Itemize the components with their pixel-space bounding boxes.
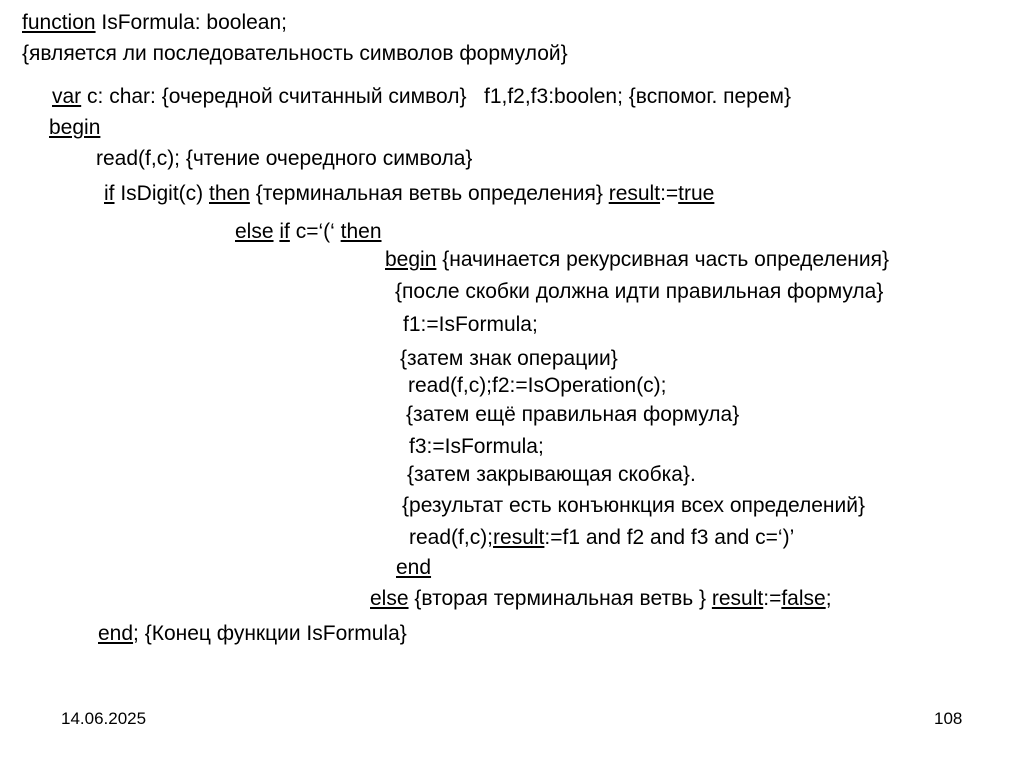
code-text: IsFormula: boolean; — [95, 11, 287, 34]
code-text: {является ли последовательность символов формулой} — [22, 42, 568, 65]
code-text: {результат есть конъюнкция всех определений} — [402, 494, 866, 517]
code-line — [22, 11, 287, 35]
code-line — [370, 587, 832, 611]
code-line — [22, 42, 568, 66]
code-line — [400, 347, 618, 371]
slide-number: 108 — [934, 709, 963, 728]
code-line — [104, 182, 714, 206]
keyword: false — [781, 587, 826, 610]
code-text: {затем знак операции} — [400, 347, 618, 370]
code-text: :=f1 and f2 and f3 and c=‘)’ — [544, 526, 795, 549]
code-text: c: char: {очередной считанный символ} f1,f2,f3:boolen; {вспомог. перем} — [81, 85, 791, 108]
code-text: {начинается рекурсивная часть определения} — [436, 248, 890, 271]
code-line — [98, 622, 407, 646]
code-text: ; — [825, 587, 832, 610]
keyword: if — [279, 220, 290, 243]
code-line — [409, 526, 794, 550]
keyword: function — [22, 11, 96, 34]
code-line — [409, 435, 544, 459]
keyword: result — [493, 526, 545, 549]
keyword: begin — [385, 248, 437, 271]
code-line — [408, 374, 667, 398]
code-text: := — [763, 587, 782, 610]
code-line — [52, 85, 791, 109]
keyword: end — [98, 622, 134, 645]
code-line — [385, 248, 889, 272]
code-text: f1:=IsFormula; — [403, 313, 538, 336]
code-line — [235, 220, 382, 244]
code-text: read(f,c);f2:=IsOperation(c); — [408, 374, 667, 397]
keyword: else — [370, 587, 409, 610]
code-text: {вторая терминальная ветвь } — [408, 587, 712, 610]
code-text: {после скобки должна идти правильная формула} — [395, 280, 884, 303]
keyword: end — [396, 556, 432, 579]
keyword: var — [52, 85, 82, 108]
code-line — [96, 147, 472, 171]
keyword: begin — [49, 116, 101, 139]
code-text: := — [660, 182, 679, 205]
code-text: {затем ещё правильная формула} — [406, 403, 740, 426]
code-text: f3:=IsFormula; — [409, 435, 544, 458]
keyword: if — [104, 182, 115, 205]
code-line — [407, 463, 696, 487]
keyword: else — [235, 220, 274, 243]
keyword: result — [711, 587, 764, 610]
code-text: ; {Конец функции IsFormula} — [133, 622, 407, 645]
keyword: true — [678, 182, 715, 205]
keyword: then — [340, 220, 382, 243]
code-text: read(f,c); {чтение очередного символа} — [96, 147, 473, 170]
code-line — [395, 280, 883, 304]
code-text: {затем закрывающая скобка}. — [407, 463, 696, 486]
keyword: result — [608, 182, 661, 205]
slide-date: 14.06.2025 — [61, 709, 147, 728]
code-line — [402, 494, 865, 518]
code-text: c=‘(‘ — [289, 220, 341, 243]
code-line — [406, 403, 739, 427]
code-text: IsDigit(c) — [114, 182, 209, 205]
keyword: then — [209, 182, 250, 205]
code-text: read(f,c); — [409, 526, 494, 549]
code-line — [396, 556, 431, 580]
code-line — [403, 313, 538, 337]
code-line — [49, 116, 100, 140]
code-text: {терминальная ветвь определения} — [249, 182, 609, 205]
